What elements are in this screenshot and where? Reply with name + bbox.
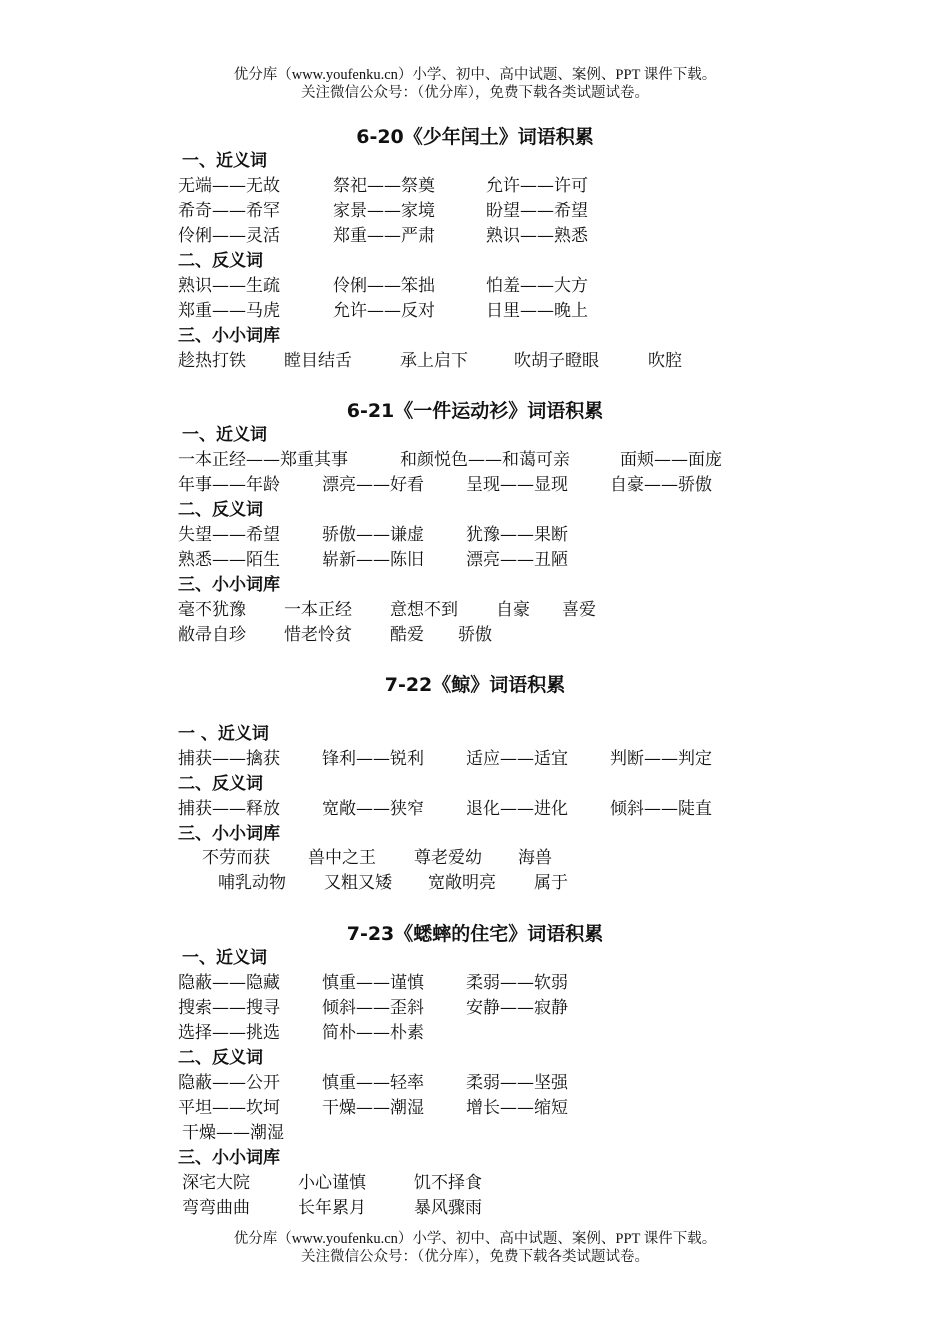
vocab-word: 饥不择食: [414, 1173, 482, 1193]
word-pair: 熟识——熟悉: [486, 226, 588, 246]
word-pair: 伶俐——灵活: [178, 226, 280, 246]
word-pair: 简朴——朴素: [322, 1023, 424, 1043]
vocab-word: 深宅大院: [182, 1173, 250, 1193]
word-pair: 呈现——显现: [466, 475, 568, 495]
vocab-heading: 三、小小词库: [178, 575, 280, 595]
word-pair: 怕羞——大方: [486, 276, 588, 296]
word-pair: 允许——反对: [333, 301, 435, 321]
section-title: 6-20《少年闰土》词语积累: [356, 126, 594, 148]
word-pair: 崭新——陈旧: [322, 550, 424, 570]
synonyms-heading: 一 、近义词: [178, 724, 269, 744]
word-pair: 慎重——谨慎: [322, 973, 424, 993]
word-pair: 郑重——马虎: [178, 301, 280, 321]
vocab-word: 又粗又矮: [324, 873, 392, 893]
vocab-word: 趁热打铁: [178, 351, 246, 371]
word-pair: 隐蔽——隐藏: [178, 973, 280, 993]
word-pair: 倾斜——陡直: [610, 799, 712, 819]
vocab-word: 毫不犹豫: [178, 600, 246, 620]
word-pair: 家景——家境: [333, 201, 435, 221]
word-pair: 年事——年龄: [178, 475, 280, 495]
word-pair: 宽敞——狭窄: [322, 799, 424, 819]
vocab-word: 喜爱: [562, 600, 596, 620]
vocab-word: 一本正经: [284, 600, 352, 620]
word-pair: 捕获——释放: [178, 799, 280, 819]
word-pair: 安静——寂静: [466, 998, 568, 1018]
vocab-word: 兽中之王: [308, 848, 376, 868]
vocab-word: 吹胡子瞪眼: [514, 351, 599, 371]
word-pair: 犹豫——果断: [466, 525, 568, 545]
word-pair: 伶俐——笨拙: [333, 276, 435, 296]
vocab-heading: 三、小小词库: [178, 326, 280, 346]
vocab-word: 属于: [534, 873, 568, 893]
vocab-word: 瞠目结舌: [284, 351, 352, 371]
page-footer: [0, 1230, 950, 1266]
word-pair: 锋利——锐利: [322, 749, 424, 769]
word-pair: 慎重——轻率: [322, 1073, 424, 1093]
antonyms-heading: 二、反义词: [178, 774, 263, 794]
vocab-word: 骄傲: [458, 625, 492, 645]
word-pair: 捕获——擒获: [178, 749, 280, 769]
word-pair: 退化——进化: [466, 799, 568, 819]
vocab-word: 弯弯曲曲: [182, 1198, 250, 1218]
vocab-word: 惜老怜贫: [284, 625, 352, 645]
word-pair: 日里——晚上: [486, 301, 588, 321]
section-title: 7-23《蟋蟀的住宅》词语积累: [346, 923, 604, 945]
word-pair: 判断——判定: [610, 749, 712, 769]
vocab-word: 尊老爱幼: [414, 848, 482, 868]
word-pair: 希奇——希罕: [178, 201, 280, 221]
word-pair: 骄傲——谦虚: [322, 525, 424, 545]
word-pair: 熟识——生疏: [178, 276, 280, 296]
section-title: 6-21《一件运动衫》词语积累: [346, 400, 604, 422]
vocab-word: 海兽: [518, 848, 552, 868]
vocab-word: 暴风骤雨: [414, 1198, 482, 1218]
word-pair: 盼望——希望: [486, 201, 588, 221]
vocab-word: 自豪: [496, 600, 530, 620]
word-pair: 增长——缩短: [466, 1098, 568, 1118]
synonyms-heading: 一、近义词: [182, 425, 267, 445]
word-pair: 选择——挑选: [178, 1023, 280, 1043]
vocab-word: 宽敞明亮: [428, 873, 496, 893]
synonyms-heading: 一、近义词: [182, 151, 267, 171]
word-pair: 无端——无故: [178, 176, 280, 196]
word-pair: 柔弱——坚强: [466, 1073, 568, 1093]
word-pair: 干燥——潮湿: [322, 1098, 424, 1118]
vocab-word: 意想不到: [390, 600, 458, 620]
vocab-word: 小心谨慎: [298, 1173, 366, 1193]
footer-line-1: 优分库（www.youfenku.cn）小学、初中、高中试题、案例、PPT 课件下载。: [233, 1231, 717, 1247]
word-pair: 干燥——潮湿: [182, 1123, 284, 1143]
section-title: 7-22《鲸》词语积累: [384, 674, 566, 696]
page-header: [0, 66, 950, 102]
word-pair: 柔弱——软弱: [466, 973, 568, 993]
word-pair: 适应——适宜: [466, 749, 568, 769]
word-pair: 一本正经——郑重其事: [178, 450, 348, 470]
header-line-1: 优分库（www.youfenku.cn）小学、初中、高中试题、案例、PPT 课件下载。: [233, 67, 717, 83]
vocab-word: 吹腔: [648, 351, 682, 371]
vocab-heading: 三、小小词库: [178, 1148, 280, 1168]
word-pair: 和颜悦色——和蔼可亲: [400, 450, 570, 470]
word-pair: 倾斜——歪斜: [322, 998, 424, 1018]
word-pair: 祭祀——祭奠: [333, 176, 435, 196]
antonyms-heading: 二、反义词: [178, 500, 263, 520]
vocab-word: 不劳而获: [202, 848, 270, 868]
word-pair: 郑重——严肃: [333, 226, 435, 246]
vocab-word: 哺乳动物: [218, 873, 286, 893]
word-pair: 漂亮——丑陋: [466, 550, 568, 570]
word-pair: 失望——希望: [178, 525, 280, 545]
word-pair: 隐蔽——公开: [178, 1073, 280, 1093]
antonyms-heading: 二、反义词: [178, 1048, 263, 1068]
word-pair: 面颊——面庞: [620, 450, 722, 470]
vocab-word: 敝帚自珍: [178, 625, 246, 645]
word-pair: 自豪——骄傲: [610, 475, 712, 495]
vocab-heading: 三、小小词库: [178, 824, 280, 844]
antonyms-heading: 二、反义词: [178, 251, 263, 271]
word-pair: 熟悉——陌生: [178, 550, 280, 570]
word-pair: 平坦——坎坷: [178, 1098, 280, 1118]
word-pair: 搜索——搜寻: [178, 998, 280, 1018]
word-pair: 漂亮——好看: [322, 475, 424, 495]
vocab-word: 酷爱: [390, 625, 424, 645]
footer-line-2: 关注微信公众号：（优分库），免费下载各类试题试卷。: [301, 1249, 649, 1265]
word-pair: 允许——许可: [486, 176, 588, 196]
header-line-2: 关注微信公众号：（优分库），免费下载各类试题试卷。: [301, 85, 649, 101]
vocab-word: 承上启下: [400, 351, 468, 371]
synonyms-heading: 一、近义词: [182, 948, 267, 968]
vocab-word: 长年累月: [298, 1198, 366, 1218]
